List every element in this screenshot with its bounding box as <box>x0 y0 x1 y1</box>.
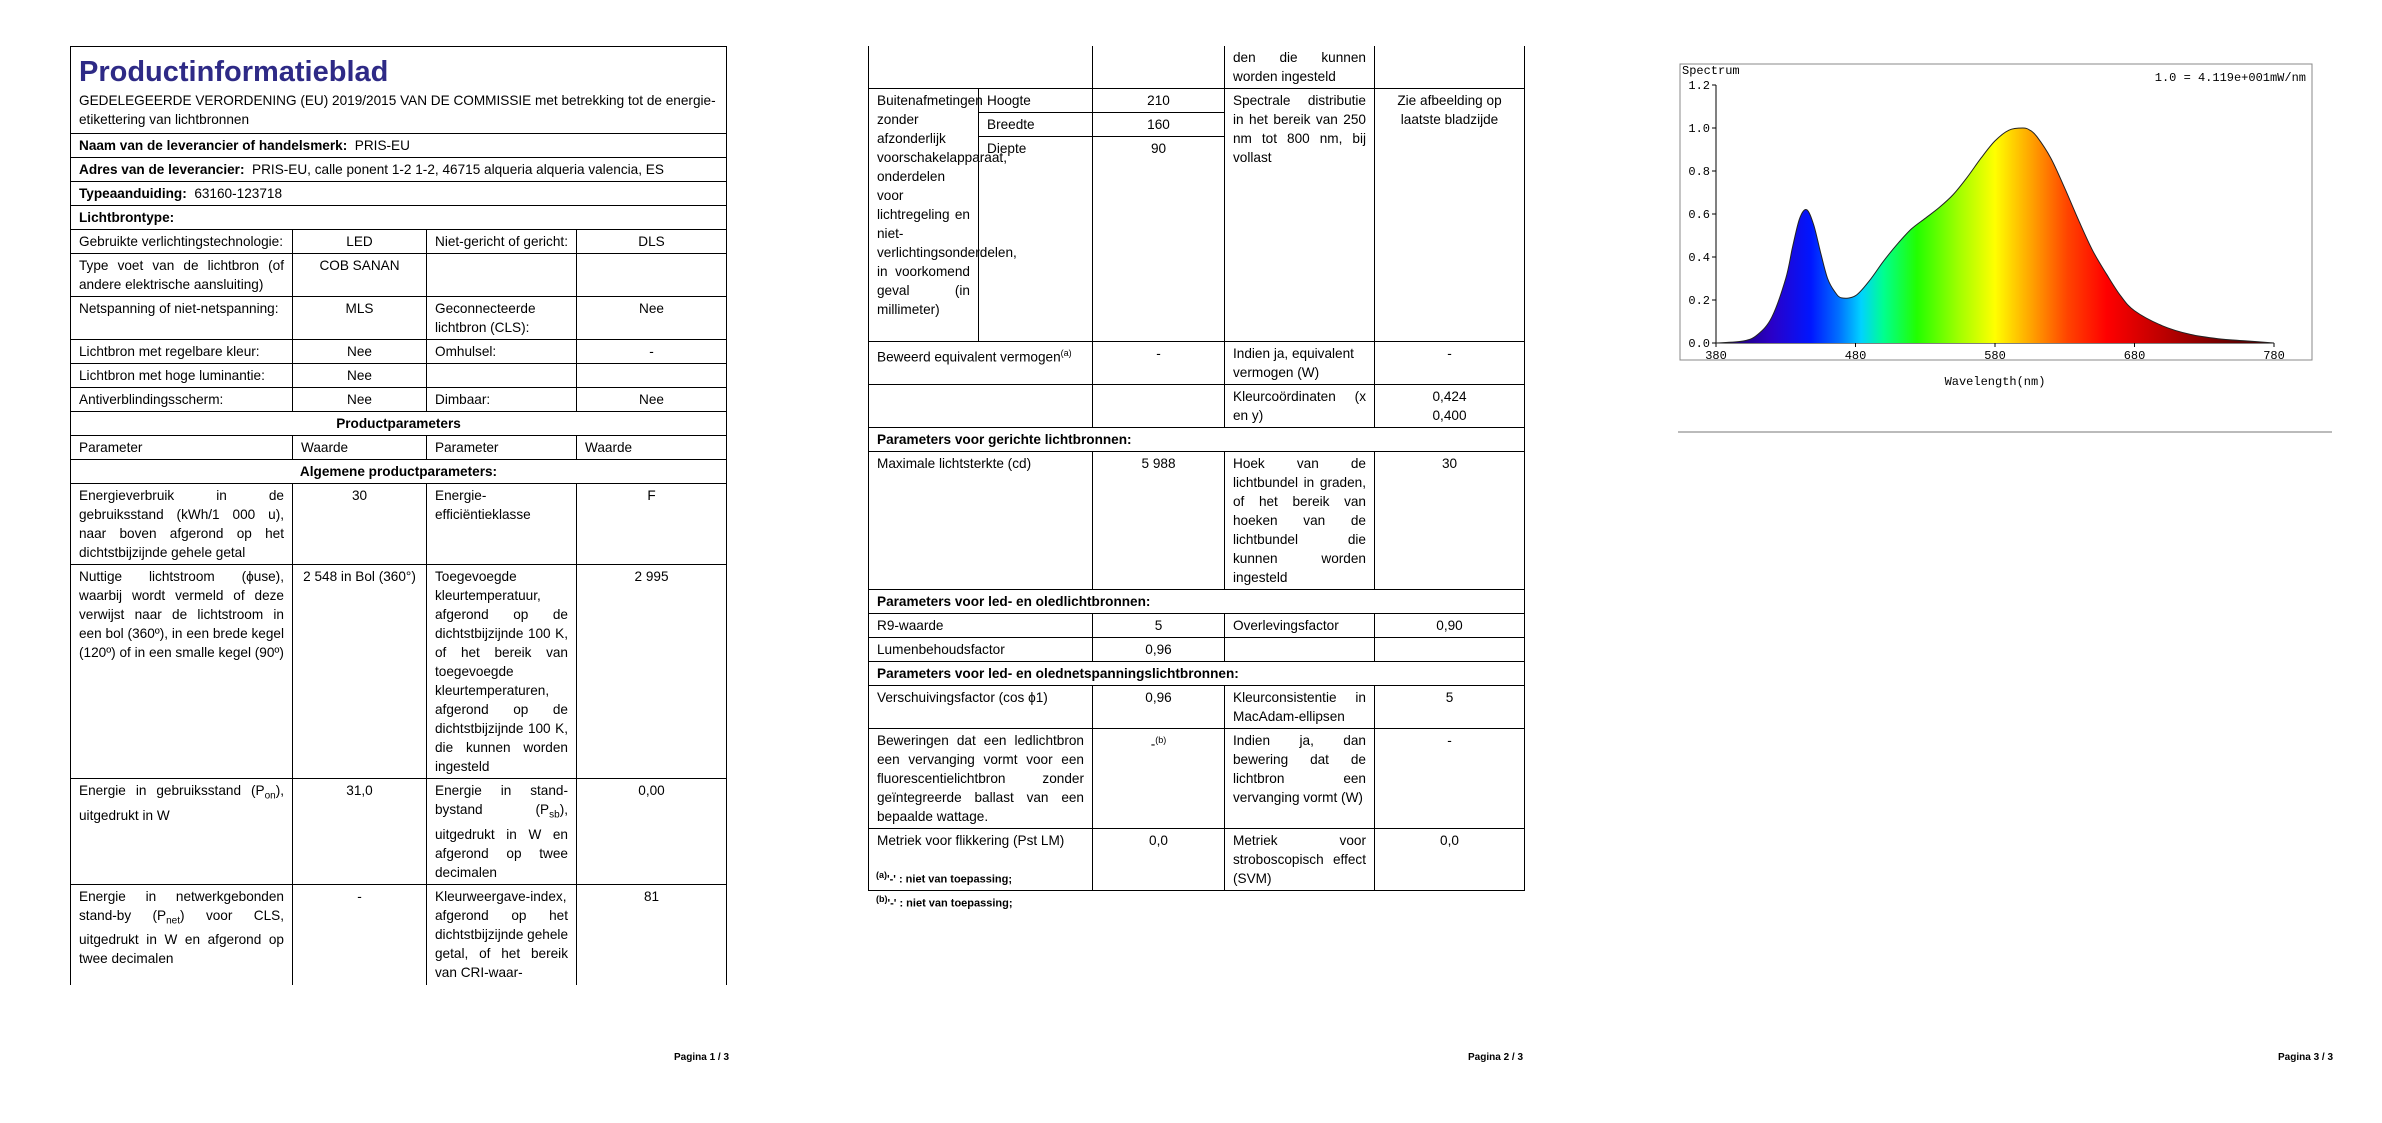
spectrum-chart <box>1660 40 2336 420</box>
footnote-b-text: '-' : niet van toepassing; <box>887 897 1013 910</box>
footnotes <box>876 866 1013 913</box>
column-header: Waarde <box>293 436 427 460</box>
param-value <box>577 254 727 297</box>
param-label: Type voet van de lichtbron (of andere elektrische aansluiting) <box>71 254 293 297</box>
height-label: Hoogte <box>979 89 1093 113</box>
param-value: Nee <box>577 388 727 412</box>
regulation-text: GEDELEGEERDE VERORDENING (EU) 2019/2015 VAN DE COMMISSIE met betrekking tot de energie-etikettering van lichtbronnen <box>79 93 716 127</box>
x-tick-label: 680 <box>2123 349 2146 363</box>
param-value: DLS <box>577 230 727 254</box>
param-label: Nuttige lichtstroom (ϕuse), waarbij wordt vermeld of deze verwijst naar de lichtstroom in een bol (360º), in een brede kegel (120º) of in een smalle kegel (90º) <box>71 565 293 779</box>
footnote-marker: (a) <box>1060 348 1072 358</box>
chromaticity-value <box>1375 385 1525 428</box>
param-value: 2 995 <box>577 565 727 779</box>
param-value: LED <box>293 230 427 254</box>
page-title: Productinformatieblad <box>79 56 389 88</box>
x-tick-label: 580 <box>1984 349 2006 363</box>
claimed-equivalent-text: Beweerd equivalent vermogen <box>877 349 1061 365</box>
chromaticity-label: Kleurcoördinaten (x en y) <box>1225 385 1375 428</box>
param-label <box>427 364 577 388</box>
claimed-equivalent-value: - <box>1093 342 1225 385</box>
page-2 <box>868 0 1528 1123</box>
footnote-b-mark: (b) <box>876 893 888 904</box>
supplier-name-label: Naam van de leverancier of handelsmerk: <box>79 138 348 153</box>
width-value: 160 <box>1093 113 1225 137</box>
param-label: Niet-gericht of gericht: <box>427 230 577 254</box>
param-label <box>71 779 293 885</box>
table-row <box>71 297 727 340</box>
param-label: Toegevoegde kleurtemperatuur, afgerond op de dichtstbijzijnde 100 K, of het bereik van toegevoegde kleurtemperaturen, afgerond op de dichtstbijzijnde 100 K, die kunnen worden ingesteld <box>427 565 577 779</box>
column-header: Parameter <box>427 436 577 460</box>
param-label: Dimbaar: <box>427 388 577 412</box>
page-footer: Pagina 1 / 3 <box>674 1052 730 1063</box>
y-tick-label: 1.0 <box>1688 122 1710 136</box>
y-tick-label: 0.6 <box>1688 208 1710 222</box>
x-tick-label: 480 <box>1844 349 1867 363</box>
replacement-claim-label: Beweringen dat een ledlichtbron een vervanging vormt voor een fluorescentielichtbron zonder geïntegreerde ballast van een bepaalde wattage. <box>869 729 1093 829</box>
table-row <box>71 340 727 364</box>
continued-text: den die kunnen worden ingesteld <box>1225 46 1375 89</box>
peak-intensity-label: Maximale lichtsterkte (cd) <box>869 452 1093 590</box>
survival-factor-label: Overlevingsfactor <box>1225 614 1375 638</box>
replacement-claim-value <box>1093 729 1225 829</box>
y-tick-label: 0.8 <box>1688 165 1710 179</box>
table-row <box>71 254 727 297</box>
survival-factor-value: 0,90 <box>1375 614 1525 638</box>
color-consistency-label: Kleurconsistentie in MacAdam-ellipsen <box>1225 686 1375 729</box>
param-label: Lichtbron met hoge luminantie: <box>71 364 293 388</box>
replacement-power-label: Indien ja, dan bewering dat de lichtbron een vervanging vormt (W) <box>1225 729 1375 829</box>
param-value: Nee <box>293 364 427 388</box>
claimed-equivalent-label <box>869 342 1093 385</box>
page-3 <box>1660 0 2360 1123</box>
param-label: Omhulsel: <box>427 340 577 364</box>
page-footer: Pagina 2 / 3 <box>1468 1052 1524 1063</box>
equivalent-power-label: Indien ja, equivalent vermogen (W) <box>1225 342 1375 385</box>
peak-intensity-value: 5 988 <box>1093 452 1225 590</box>
width-label: Breedte <box>979 113 1093 137</box>
spectral-value: Zie afbeelding op laatste bladzijde <box>1375 89 1525 342</box>
param-label: Energieverbruik in de gebruiksstand (kWh/1 000 u), naar boven afgerond op het dichtstbijzijnde gehele getal <box>71 484 293 565</box>
param-value: 31,0 <box>293 779 427 885</box>
flicker-metric-value: 0,0 <box>1093 829 1225 891</box>
param-label <box>427 254 577 297</box>
model-label: Typeaanduiding: <box>79 186 187 201</box>
param-label: Antiverblindingsscherm: <box>71 388 293 412</box>
table-row <box>71 364 727 388</box>
chromaticity-y: 0,400 <box>1432 408 1467 423</box>
param-value: COB SANAN <box>293 254 427 297</box>
param-label: Lichtbron met regelbare kleur: <box>71 340 293 364</box>
param-label-text: Energie in stand-bystand $(P_{sb})$, uitgedrukt in W en afgerond op twee decimalen <box>435 783 568 880</box>
lumen-maintenance-value: 0,96 <box>1093 638 1225 662</box>
outer-dimensions-label: Buitenafmetingen zonder afzonderlijk voorschakelapparaat, onderdelen voor lichtregeling en niet-verlichtingsonderdelen, in voorkomend geval (in millimeter) <box>869 89 979 342</box>
lumen-maintenance-label: Lumenbehoudsfactor <box>869 638 1093 662</box>
table-row <box>71 484 727 565</box>
param-value: - <box>293 884 427 985</box>
param-value: 2 548 in Bol (360°) <box>293 565 427 779</box>
param-value: MLS <box>293 297 427 340</box>
param-label: Gebruikte verlichtingstechnologie: <box>71 230 293 254</box>
supplier-address-label: Adres van de leverancier: <box>79 162 245 177</box>
stroboscopic-value: 0,0 <box>1375 829 1525 891</box>
displacement-factor-label: Verschuivingsfactor (cos ϕ1) <box>869 686 1093 729</box>
light-source-type-label: Lichtbrontype: <box>79 210 175 225</box>
param-value: F <box>577 484 727 565</box>
spectral-label: Spectrale distributie in het bereik van 250 nm tot 800 nm, bij vollast <box>1225 89 1375 342</box>
param-value: Nee <box>293 388 427 412</box>
param-label: Geconnecteerde lichtbron (CLS): <box>427 297 577 340</box>
param-label: Netspanning of niet-netspanning: <box>71 297 293 340</box>
r9-label: R9-waarde <box>869 614 1093 638</box>
column-header: Waarde <box>577 436 727 460</box>
page-footer: Pagina 3 / 3 <box>2278 1052 2334 1063</box>
param-value: 81 <box>577 884 727 985</box>
supplier-address: PRIS-EU, calle ponent 1-2 1-2, 46715 alqueria alqueria valencia, ES <box>252 162 664 177</box>
param-value: Nee <box>577 297 727 340</box>
param-label-text: Energie in gebruiksstand $(P_{on})$, uitgedrukt in W <box>79 783 284 823</box>
param-value: - <box>577 340 727 364</box>
footnote-marker: (b) <box>1155 735 1167 745</box>
directional-params-header: Parameters voor gerichte lichtbronnen: <box>869 428 1525 452</box>
product-info-table-continued <box>868 46 1525 891</box>
replacement-power-value: - <box>1375 729 1525 829</box>
spectrum-area <box>1716 128 2274 343</box>
footnote-a-mark: (a) <box>876 870 887 880</box>
y-tick-label: 0.0 <box>1688 337 1710 351</box>
displacement-factor-value: 0,96 <box>1093 686 1225 729</box>
param-label: Energie-efficiëntieklasse <box>427 484 577 565</box>
mains-params-header: Parameters voor led- en olednetspanningslichtbronnen: <box>869 662 1525 686</box>
product-params-header: Productparameters <box>71 412 727 436</box>
stroboscopic-label: Metriek voor stroboscopisch effect (SVM) <box>1225 829 1375 891</box>
footnote-a-text: '-' : niet van toepassing; <box>887 873 1013 886</box>
x-tick-label: 380 <box>1705 349 1727 363</box>
chart-annotation: 1.0 = 4.119e+001mW/nm <box>2154 71 2306 85</box>
y-tick-label: 0.2 <box>1688 294 1710 308</box>
table-row <box>71 388 727 412</box>
y-tick-label: 0.4 <box>1688 251 1710 265</box>
column-header: Parameter <box>71 436 293 460</box>
table-row <box>71 230 727 254</box>
table-row <box>71 779 727 885</box>
product-info-table <box>70 46 727 985</box>
y-tick-label: 1.2 <box>1688 79 1710 93</box>
chart-title: Spectrum <box>1682 64 1740 78</box>
param-value: 0,00 <box>577 779 727 885</box>
height-value: 210 <box>1093 89 1225 113</box>
replacement-claim-text: - <box>1150 736 1156 752</box>
model-identifier: 63160-123718 <box>194 186 283 201</box>
param-value: 30 <box>293 484 427 565</box>
supplier-name: PRIS-EU <box>354 138 410 153</box>
page-1 <box>70 0 730 1123</box>
equivalent-power-value: - <box>1375 342 1525 385</box>
table-row <box>71 565 727 779</box>
led-params-header: Parameters voor led- en oledlichtbronnen: <box>869 590 1525 614</box>
param-value <box>577 364 727 388</box>
color-consistency-value: 5 <box>1375 686 1525 729</box>
flicker-metric-label: Metriek voor flikkering (Pst LM) <box>869 829 1093 891</box>
param-value: Nee <box>293 340 427 364</box>
footnote-b <box>876 890 1013 914</box>
chromaticity-x: 0,424 <box>1432 389 1467 404</box>
beam-angle-label: Hoek van de lichtbundel in graden, of het bereik van hoeken van de lichtbundel die kunnen worden ingesteld <box>1225 452 1375 590</box>
general-params-header: Algemene productparameters: <box>71 460 727 484</box>
footnote-a <box>876 866 1013 890</box>
param-label: Energie in netwerkgebonden stand-by $(P_{net})$ voor CLS, uitgedrukt in W en afgerond op twee decimalen <box>71 884 293 985</box>
beam-angle-value: 30 <box>1375 452 1525 590</box>
param-label: Kleurweergave-index, afgerond op het dichtstbijzijnde gehele getal, of het bereik van CRI-waar- <box>427 884 577 985</box>
depth-value: 90 <box>1093 137 1225 342</box>
table-row <box>71 884 727 985</box>
r9-value: 5 <box>1093 614 1225 638</box>
param-label <box>427 779 577 885</box>
x-tick-label: 780 <box>2263 349 2285 363</box>
depth-label: Diepte <box>979 137 1093 342</box>
x-axis-label: Wavelength(nm) <box>1944 375 2046 389</box>
